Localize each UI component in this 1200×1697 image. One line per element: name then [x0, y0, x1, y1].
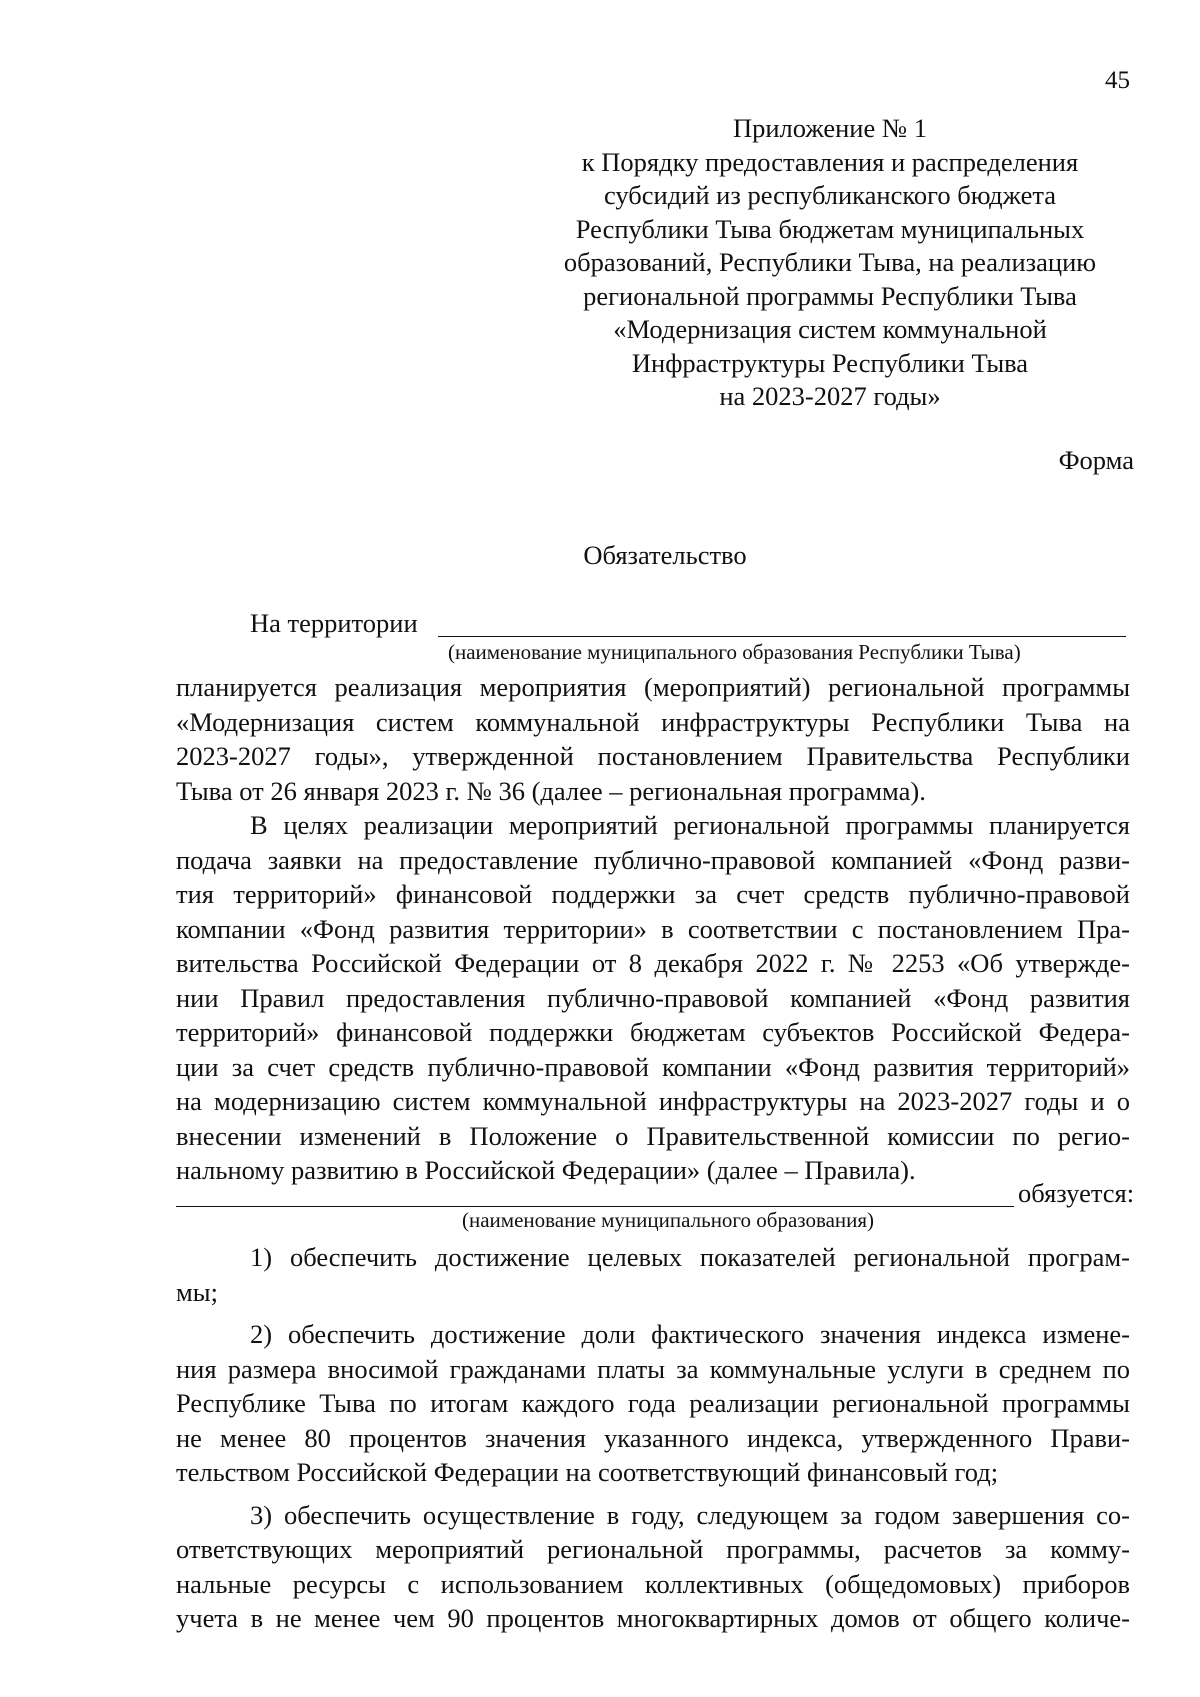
- paragraph-1: [176, 670, 1130, 808]
- item-line: ния размера вносимой гражданами платы за коммунальные услуги в среднем по: [176, 1353, 1130, 1384]
- appendix-header: [560, 112, 1100, 414]
- appendix-line: образований, Республики Тыва, на реализацию: [563, 247, 1097, 277]
- appendix-line: к Порядку предоставления и распределения: [581, 146, 1079, 177]
- item-line: ответствующих мероприятий региональной программы, расчетов за комму-: [176, 1534, 1130, 1564]
- item-line: Республике Тыва по итогам каждого года реализации региональной программы: [176, 1388, 1130, 1418]
- appendix-line: региональной программы Республики Тыва: [583, 280, 1077, 311]
- paragraph-line: Тыва от 26 января 2023 г. № 36 (далее – региональная программа).: [176, 775, 926, 806]
- paragraph-line: внесении изменений в Положение о Правительственной комиссии по регио-: [176, 1120, 1130, 1151]
- paragraph-line: планируется реализация мероприятия (мероприятий) региональной программы: [176, 672, 1130, 702]
- paragraph-line: тия территорий» финансовой поддержки за счет средств публично-правовой: [176, 879, 1130, 909]
- item-line: нальные ресурсы с использованием коллективных (общедомовых) приборов: [176, 1568, 1130, 1599]
- paragraph-line: ции за счет средств публично-правовой компании «Фонд развития территорий»: [176, 1051, 1130, 1082]
- paragraph-line: нии Правил предоставления публично-правовой компанией «Фонд развития: [176, 982, 1130, 1013]
- paragraph-line: на модернизацию систем коммунальной инфраструктуры на 2023-2027 годы и о: [176, 1086, 1130, 1116]
- paragraph-line: нальному развитию в Российской Федерации» (далее – Правила).: [176, 1155, 916, 1185]
- appendix-line: на 2023-2027 годы»: [719, 381, 941, 411]
- item-line: учета в не менее чем 90 процентов многоквартирных домов от общего количе-: [176, 1603, 1130, 1633]
- document-title: Обязательство: [583, 540, 747, 570]
- appendix-line: Республики Тыва бюджетам муниципальных: [575, 213, 1085, 244]
- item-line: 2) обеспечить достижение доли фактического значения индекса измене-: [250, 1319, 1130, 1349]
- appendix-line: субсидий из республиканского бюджета: [603, 180, 1057, 210]
- appendix-line: Приложение № 1: [732, 113, 927, 143]
- item-line: 1) обеспечить достижение целевых показателей региональной програм-: [250, 1242, 1130, 1272]
- territory-lead: На территории: [250, 608, 418, 638]
- form-label: Форма: [1058, 445, 1134, 475]
- paragraph-line: вительства Российской Федерации от 8 декабря 2022 г. № 2253 «Об утвержде-: [176, 948, 1130, 978]
- territory-caption: (наименование муниципального образования Республики Тыва): [448, 640, 1021, 664]
- item-spacer: [176, 1490, 1130, 1498]
- item-line: мы;: [176, 1276, 218, 1307]
- item-line: тельством Российской Федерации на соответствующий финансовый год;: [176, 1457, 999, 1487]
- paragraph-line: В целях реализации мероприятий региональной программы планируется: [250, 810, 1130, 840]
- item-line: 3) обеспечить осуществление в году, следующем за годом завершения со-: [250, 1499, 1130, 1530]
- territory-row: [250, 606, 1130, 641]
- item-spacer: [176, 1309, 1130, 1317]
- municipality-blank-line: [176, 1206, 1014, 1207]
- obligation-items: [176, 1240, 1130, 1636]
- appendix-line: Инфраструктуры Республики Тыва: [631, 347, 1029, 378]
- paragraph-line: компании «Фонд развития территории» в соответствии с постановлением Пра-: [176, 913, 1130, 944]
- paragraph-line: подача заявки на предоставление публично-правовой компанией «Фонд разви-: [176, 844, 1130, 875]
- page-number: 45: [1105, 67, 1130, 94]
- obligation-word: обязуется:: [1018, 1178, 1135, 1208]
- paragraph-line: территорий» финансовой поддержки бюджетам субъектов Российской Федера-: [176, 1017, 1130, 1047]
- paragraph-line: 2023-2027 годы», утвержденной постановлением Правительства Республики: [176, 741, 1130, 771]
- territory-blank-line: [438, 636, 1126, 637]
- item-line: не менее 80 процентов значения указанного индекса, утвержденного Прави-: [176, 1422, 1130, 1453]
- obligation-caption: (наименование муниципального образования): [462, 1208, 875, 1232]
- paragraph-line: «Модернизация систем коммунальной инфраструктуры Республики Тыва на: [176, 706, 1130, 737]
- appendix-line: «Модернизация систем коммунальной: [613, 314, 1047, 344]
- paragraph-2: [176, 808, 1130, 1188]
